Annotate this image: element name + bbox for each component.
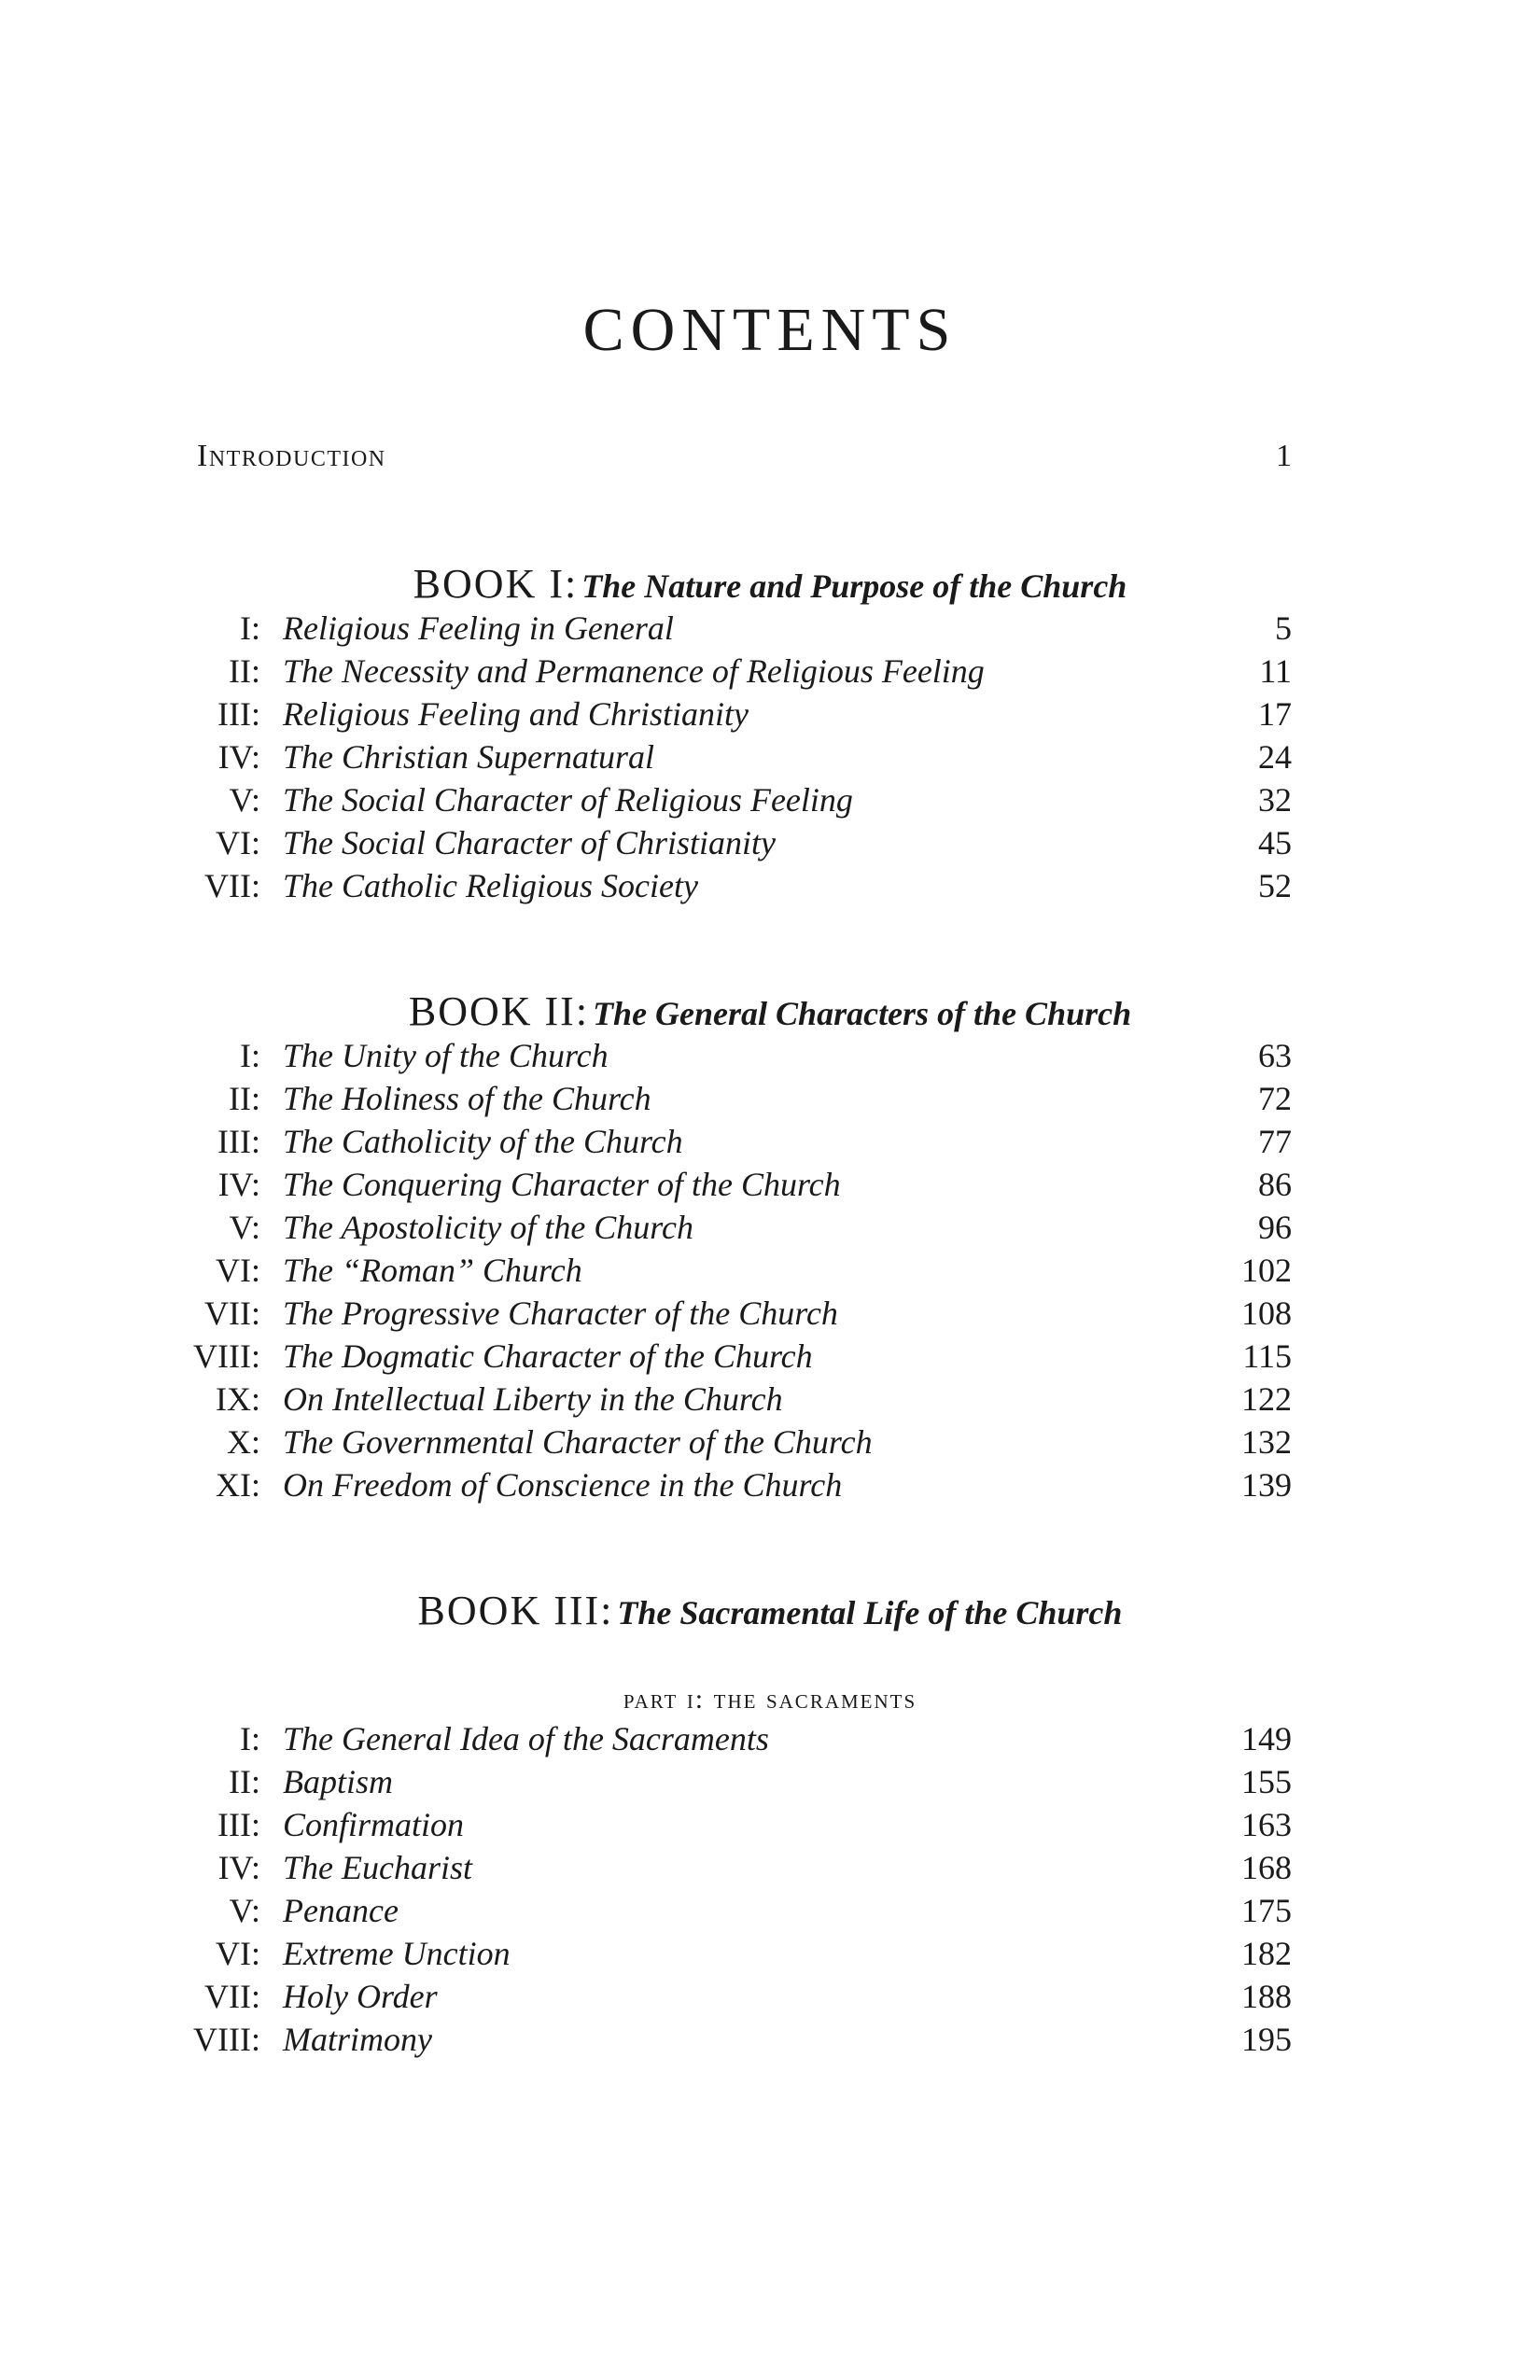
toc-entry[interactable]	[0, 866, 1540, 909]
chapter-number: II:	[229, 1080, 260, 1117]
chapter-number: III:	[217, 695, 260, 733]
chapter-title: The Progressive Character of the Church	[283, 1295, 838, 1332]
page-number: 77	[1258, 1123, 1292, 1160]
chapter-title: The Dogmatic Character of the Church	[283, 1337, 813, 1375]
toc-entry[interactable]	[0, 651, 1540, 694]
book-label: BOOK I:	[413, 561, 579, 607]
page-number: 188	[1241, 1978, 1292, 2015]
toc-entry[interactable]	[0, 609, 1540, 651]
toc-entry[interactable]	[0, 737, 1540, 780]
chapter-number: VI:	[216, 1252, 260, 1289]
page-number: 24	[1258, 738, 1292, 776]
toc-entry[interactable]	[0, 1079, 1540, 1122]
chapter-number: VI:	[216, 1935, 260, 1972]
book-subtitle: The Sacramental Life of the Church	[617, 1594, 1123, 1631]
page-number: 115	[1242, 1337, 1292, 1375]
page-number: 132	[1241, 1423, 1292, 1461]
toc-entry[interactable]	[0, 1465, 1540, 1508]
part-heading: part i: the sacraments	[623, 1684, 917, 1715]
chapter-title: The Conquering Character of the Church	[283, 1166, 841, 1203]
toc-entry[interactable]	[0, 1422, 1540, 1465]
page-number: 96	[1258, 1209, 1292, 1246]
toc-entry[interactable]	[0, 1379, 1540, 1422]
chapter-number: V:	[229, 781, 260, 819]
toc-entry[interactable]	[0, 823, 1540, 866]
chapter-number: XI:	[216, 1466, 260, 1504]
chapter-title: Religious Feeling in General	[283, 609, 674, 647]
page-number: 17	[1258, 695, 1292, 733]
chapter-title: The General Idea of the Sacraments	[283, 1720, 769, 1757]
page-number: 108	[1241, 1295, 1292, 1332]
chapter-title: On Freedom of Conscience in the Church	[283, 1466, 843, 1504]
toc-entry[interactable]	[0, 694, 1540, 737]
chapter-title: The Apostolicity of the Church	[283, 1209, 693, 1246]
book-heading-3	[0, 1587, 1540, 1634]
chapter-number: V:	[229, 1209, 260, 1246]
chapter-title: The Social Character of Religious Feeling	[283, 781, 853, 819]
chapter-number: II:	[229, 652, 260, 690]
page-number: 5	[1275, 609, 1292, 647]
chapter-title: Religious Feeling and Christianity	[283, 695, 749, 733]
toc-entry[interactable]	[0, 1934, 1540, 1977]
chapter-title: Matrimony	[283, 2021, 432, 2058]
page-number: 11	[1259, 652, 1292, 690]
toc-entry[interactable]	[0, 1036, 1540, 1079]
chapter-number: VIII:	[193, 2021, 260, 2058]
page-title: CONTENTS	[582, 296, 958, 364]
introduction-label: Introduction	[197, 439, 386, 473]
chapter-number: VI:	[216, 824, 260, 861]
chapter-title: The Christian Supernatural	[283, 738, 655, 776]
chapter-title: Confirmation	[283, 1806, 465, 1843]
toc-entry[interactable]	[0, 1251, 1540, 1294]
toc-entry[interactable]	[0, 2020, 1540, 2063]
chapter-number: IV:	[217, 738, 260, 776]
book-label: BOOK III:	[417, 1588, 614, 1633]
chapter-number: VII:	[204, 1978, 260, 2015]
page-number: 122	[1241, 1380, 1292, 1418]
toc-entry[interactable]	[0, 1337, 1540, 1379]
chapter-number: VIII:	[193, 1337, 260, 1375]
page-number: 63	[1258, 1037, 1292, 1074]
page-number: 72	[1258, 1080, 1292, 1117]
chapter-title: The Eucharist	[283, 1849, 472, 1886]
chapter-title: The Catholicity of the Church	[283, 1123, 683, 1160]
page-number: 195	[1241, 2021, 1292, 2058]
chapter-number: X:	[227, 1423, 260, 1461]
toc-entry[interactable]	[0, 1165, 1540, 1208]
chapter-title: Baptism	[283, 1763, 394, 1800]
page-number: 86	[1258, 1166, 1292, 1203]
toc-entry[interactable]	[0, 1805, 1540, 1848]
toc-entry[interactable]	[0, 1977, 1540, 2020]
introduction-page: 1	[1276, 439, 1292, 473]
page-number: 139	[1241, 1466, 1292, 1504]
page-number: 149	[1241, 1720, 1292, 1757]
chapter-number: VII:	[204, 1295, 260, 1332]
chapter-title: The Unity of the Church	[283, 1037, 609, 1074]
toc-entry[interactable]	[0, 780, 1540, 823]
toc-entry[interactable]	[0, 1891, 1540, 1934]
page-number: 52	[1258, 867, 1292, 904]
page-number: 45	[1258, 824, 1292, 861]
chapter-number: IV:	[217, 1166, 260, 1203]
chapter-title: The Necessity and Permanence of Religious Feeling	[283, 652, 985, 690]
toc-entry[interactable]	[0, 1294, 1540, 1337]
chapter-title: The Holiness of the Church	[283, 1080, 651, 1117]
book-subtitle: The General Characters of the Church	[593, 995, 1132, 1032]
chapter-number: I:	[240, 609, 260, 647]
page-number: 182	[1241, 1935, 1292, 1972]
chapter-title: Extreme Unction	[283, 1935, 511, 1972]
chapter-number: I:	[240, 1720, 260, 1757]
book-heading-2	[0, 987, 1540, 1035]
toc-entry[interactable]	[0, 1762, 1540, 1805]
book-subtitle: The Nature and Purpose of the Church	[581, 567, 1127, 605]
chapter-title: On Intellectual Liberty in the Church	[283, 1380, 783, 1418]
page-number: 168	[1241, 1849, 1292, 1886]
chapter-title: Penance	[283, 1892, 399, 1929]
chapter-number: II:	[229, 1763, 260, 1800]
chapter-number: III:	[217, 1806, 260, 1843]
chapter-number: I:	[240, 1037, 260, 1074]
book-heading-1	[0, 560, 1540, 608]
book-label: BOOK II:	[408, 988, 590, 1034]
page-number: 163	[1241, 1806, 1292, 1843]
toc-entry[interactable]	[0, 1719, 1540, 1762]
chapter-number: VII:	[204, 867, 260, 904]
chapter-number: IX:	[216, 1380, 260, 1418]
chapter-number: IV:	[217, 1849, 260, 1886]
toc-entry[interactable]	[0, 1208, 1540, 1251]
chapter-number: V:	[229, 1892, 260, 1929]
page-number: 155	[1241, 1763, 1292, 1800]
page-number: 32	[1258, 781, 1292, 819]
chapter-title: The Governmental Character of the Church	[283, 1423, 873, 1461]
chapter-title: The Social Character of Christianity	[283, 824, 776, 861]
page-number: 102	[1241, 1252, 1292, 1289]
chapter-title: Holy Order	[283, 1978, 438, 2015]
chapter-title: The “Roman” Church	[283, 1252, 582, 1289]
page-number: 175	[1241, 1892, 1292, 1929]
chapter-title: The Catholic Religious Society	[283, 867, 698, 904]
toc-entry[interactable]	[0, 1122, 1540, 1165]
toc-entry[interactable]	[0, 1848, 1540, 1891]
chapter-number: III:	[217, 1123, 260, 1160]
